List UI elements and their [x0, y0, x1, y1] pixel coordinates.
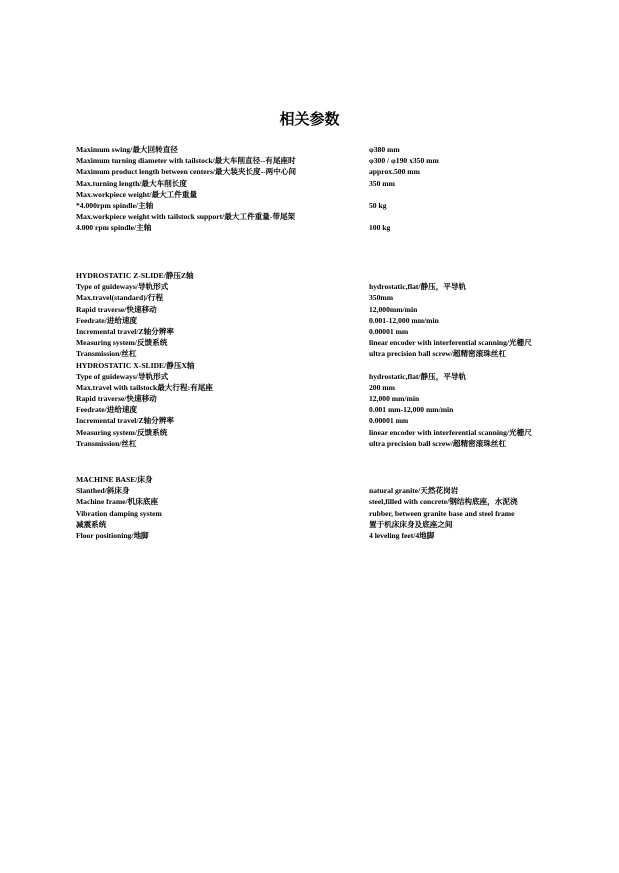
spec-value: 0.00001 mm: [369, 326, 409, 336]
spec-value: approx.500 mm: [369, 167, 420, 177]
spec-row: [76, 166, 596, 177]
spec-label: Measuring system/反馈系统: [76, 338, 168, 348]
spec-label: Maximum turning diameter with tailstock/最大车削直径--有尾座时: [76, 156, 296, 166]
spec-row: [76, 530, 596, 541]
spec-label: Rapid traverse/快速移动: [76, 394, 157, 404]
spec-label: HYDROSTATIC Z-SLIDE/静压Z轴: [76, 271, 194, 280]
spec-value: 0.001 mm-12,000 mm/min: [369, 405, 454, 415]
spec-label: Feedrate/进给速度: [76, 405, 138, 415]
spec-label: MACHINE BASE/床身: [76, 475, 153, 484]
spec-label: Measuring system/反馈系统: [76, 427, 168, 437]
spec-value: 350 mm: [369, 178, 395, 188]
spec-value: natural granite/天然花岗岩: [369, 486, 459, 496]
spec-value: hydrostatic,flat/静压，平导轨: [369, 371, 467, 381]
spec-value: linear encoder with interferential scanning/光栅尺: [369, 427, 532, 437]
spec-row: [76, 438, 596, 449]
spec-row: [76, 337, 596, 348]
spec-row: [76, 315, 596, 326]
spec-row: [76, 519, 596, 530]
spec-row: [76, 178, 596, 189]
spec-value: φ380 mm: [369, 145, 400, 154]
spec-row: [76, 155, 596, 166]
spec-label: Type of guideways/导轨形式: [76, 371, 169, 381]
spec-row: [76, 211, 596, 222]
spec-row: [76, 496, 596, 507]
spec-row: [76, 222, 596, 233]
general-specs-section: [76, 144, 596, 234]
spec-value: 50 kg: [369, 200, 387, 210]
spec-label: *4.000rpm spindle/主轴: [76, 200, 154, 210]
spec-label: Feedrate/进给速度: [76, 315, 138, 325]
spec-label: Incremental travel/Z轴分辨率: [76, 326, 174, 336]
spec-row: [76, 427, 596, 438]
spec-value: 100 kg: [369, 223, 391, 233]
spec-row: [76, 281, 596, 292]
spec-label: Max.travel(standard)/行程: [76, 293, 164, 303]
spec-label: Max.workpiece weight/最大工件重量: [76, 189, 198, 199]
spec-row: [76, 404, 596, 415]
spec-value: hydrostatic,flat/静压，平导轨: [369, 282, 467, 292]
spec-value: φ300 / φ190 x350 mm: [369, 156, 439, 166]
spec-row: [76, 474, 596, 485]
spec-value: 12,000mm/min: [369, 304, 418, 314]
spec-row: [76, 326, 596, 337]
spec-row: [76, 348, 596, 359]
slide-specs-section: [76, 270, 596, 449]
spec-value: 200 mm: [369, 382, 395, 392]
spec-label: HYDROSTATIC X-SLIDE/静压X轴: [76, 360, 195, 370]
spec-label: Max.workpiece weight with tailstock support/最大工件重量-带尾架: [76, 212, 296, 222]
spec-label: Transmission/丝杠: [76, 349, 137, 359]
spec-value: 0.001-12,000 mm/min: [369, 315, 439, 325]
spec-value: 350mm: [369, 293, 394, 303]
spec-label: Rapid traverse/快速移动: [76, 304, 157, 314]
spec-row: [76, 415, 596, 426]
spec-value: 12,000 mm/min: [369, 394, 420, 404]
spec-value: ultra precision ball screw/超精密滚珠丝杠: [369, 438, 507, 448]
spec-row: [76, 382, 596, 393]
machine-base-specs-section: [76, 474, 596, 541]
spec-value: steel,filled with concrete/钢结构底座，水泥浇: [369, 497, 518, 507]
spec-label: 减震系统: [76, 519, 107, 529]
spec-row: [76, 189, 596, 200]
spec-row: [76, 371, 596, 382]
spec-row: [76, 393, 596, 404]
spec-value: 4 leveling feet/4地脚: [369, 530, 435, 540]
spec-row: [76, 485, 596, 496]
spec-label: Floor positioning/地脚: [76, 530, 149, 540]
spec-row: [76, 304, 596, 315]
spec-label: Slanthed/斜床身: [76, 486, 130, 496]
spec-row: [76, 200, 596, 211]
spec-label: Machine frame/机床底座: [76, 497, 159, 507]
page-title: 相关参数: [279, 110, 340, 128]
spec-label: Type of guideways/导轨形式: [76, 282, 169, 292]
spec-value: ultra precision ball screw/超精密滚珠丝杠: [369, 349, 507, 359]
spec-label: Transmission/丝杠: [76, 438, 137, 448]
spec-label: Max.turning length/最大车削长度: [76, 178, 187, 188]
spec-row: [76, 360, 596, 371]
spec-value: linear encoder with interferential scanning/光栅尺: [369, 338, 532, 348]
spec-value: 置于机床床身及底座之间: [369, 519, 453, 529]
spec-label: Maximum product length between centers/最大装夹长度--两中心间: [76, 167, 297, 177]
spec-row: [76, 144, 596, 155]
spec-label: Maximum swing/最大回转直径: [76, 145, 178, 154]
spec-label: Incremental travel/Z轴分辨率: [76, 416, 174, 426]
spec-row: [76, 270, 596, 281]
spec-row: [76, 292, 596, 303]
spec-label: Max.travel with tailstock最大行程:有尾座: [76, 382, 213, 392]
spec-label: 4.000 rpm spindle/主轴: [76, 223, 152, 233]
spec-row: [76, 508, 596, 519]
spec-label: Vibration damping system: [76, 508, 162, 518]
spec-value: 0.00001 mm: [369, 416, 409, 426]
spec-value: rubber, between granite base and steel frame: [369, 508, 515, 518]
